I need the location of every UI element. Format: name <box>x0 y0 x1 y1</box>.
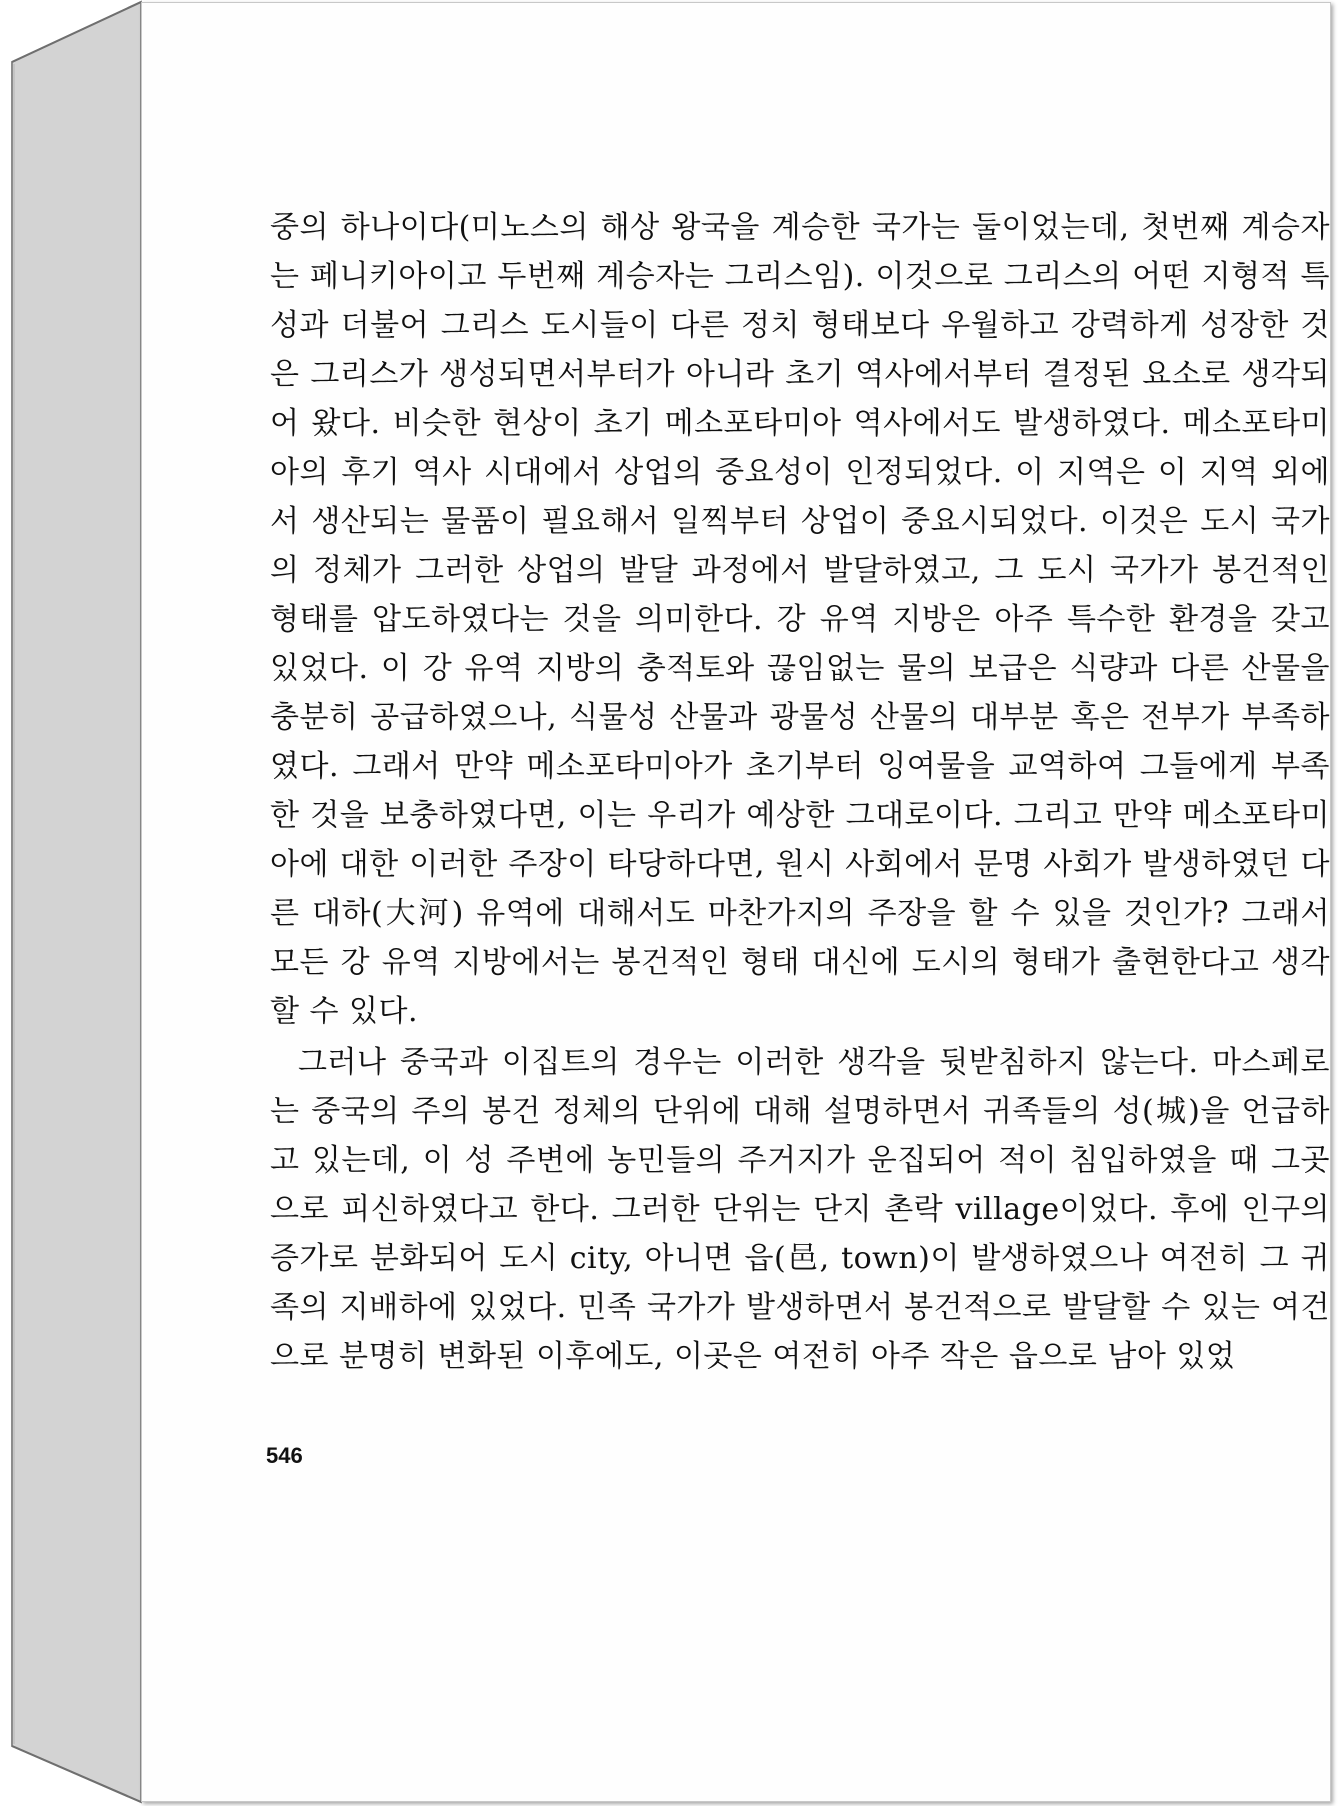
paragraph-1: 중의 하나이다(미노스의 해상 왕국을 계승한 국가는 둘이었는데, 첫번째 계승자는 페니키아이고 두번째 계승자는 그리스임). 이것으로 그리스의 어떤 지형적 특성과 더불어 그리스 도시들이 다른 정치 형태보다 우월하고 강력하게 성장한 것은 그리스가 생성되면서부터가 아니라 초기 역사에서부터 결정된 요소로 생각되어 왔다. 비슷한 현상이 초기 메소포타미아 역사에서도 발생하였다. 메소포타미아의 후기 역사 시대에서 상업의 중요성이 인정되었다. 이 지역은 이 지역 외에서 생산되는 물품이 필요해서 일찍부터 상업이 중요시되었다. 이것은 도시 국가의 정체가 그러한 상업의 발달 과정에서 발달하였고, 그 도시 국가가 봉건적인 형태를 압도하였다는 것을 의미한다. 강 유역 지방은 아주 특수한 환경을 갖고 있었다. 이 강 유역 지방의 충적토와 끊임없는 물의 보급은 식량과 다른 산물을 충분히 공급하였으나, 식물성 산물과 광물성 산물의 대부분 혹은 전부가 부족하였다. 그래서 만약 메소포타미아가 초기부터 잉여물을 교역하여 그들에게 부족한 것을 보충하였다면, 이는 우리가 예상한 그대로이다. 그리고 만약 메소포타미아에 대한 이러한 주장이 타당하다면, 원시 사회에서 문명 사회가 발생하였던 다른 대하(大河) 유역에 대해서도 마찬가지의 주장을 할 수 있을 것인가? 그래서 모든 강 유역 지방에서는 봉건적인 형태 대신에 도시의 형태가 출현한다고 생각할 수 있다. <box>270 210 1330 1029</box>
page-number: 546 <box>266 1443 303 1468</box>
body-text <box>270 203 1330 1381</box>
book-page <box>141 2 1331 1802</box>
paragraph-2: 그러나 중국과 이집트의 경우는 이러한 생각을 뒷받침하지 않는다. 마스페로는 중국의 주의 봉건 정체의 단위에 대해 설명하면서 귀족들의 성(城)을 언급하고 있는데, 이 성 주변에 농민들의 주거지가 운집되어 적이 침입하였을 때 그곳으로 피신하였다고 한다. 그러한 단위는 단지 촌락 village이었다. 후에 인구의 증가로 분화되어 도시 city, 아니면 읍(邑, town)이 발생하였으나 여전히 그 귀족의 지배하에 있었다. 민족 국가가 발생하면서 봉건적으로 발달할 수 있는 여건으로 분명히 변화된 이후에도, 이곳은 여전히 아주 작은 읍으로 남아 있었 <box>270 1045 1330 1374</box>
